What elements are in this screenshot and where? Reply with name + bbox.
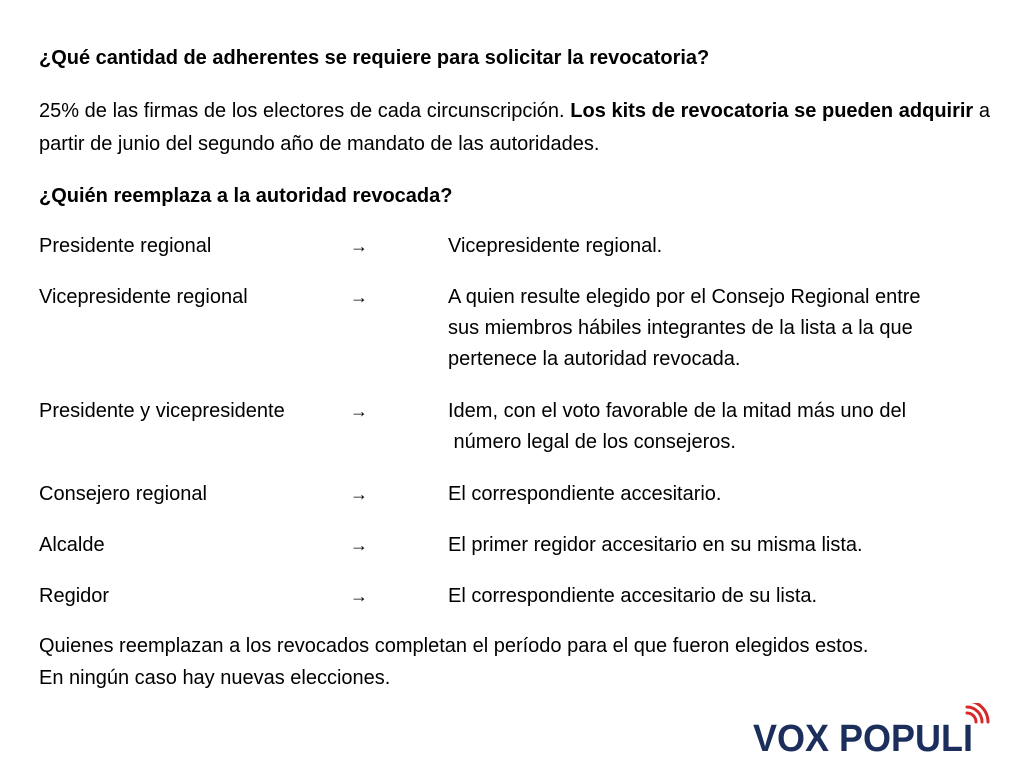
answer-adherents — [39, 95, 990, 161]
replacement-text — [448, 231, 993, 262]
logo-wordmark: VOX POPULI — [753, 718, 973, 759]
slide-content — [39, 0, 990, 768]
replacement-text — [448, 530, 993, 561]
role-label: Presidente regional — [39, 235, 212, 257]
replacement-line: número legal de los consejeros. — [448, 431, 736, 453]
arrow-icon: → — [350, 484, 368, 504]
question-adherents: ¿Qué cantidad de adherentes se requiere para solicitar la revocatoria? — [39, 47, 710, 69]
replacement-text — [448, 282, 993, 375]
replacement-line: A quien resulte elegido por el Consejo Regional entre — [448, 286, 921, 308]
answer-text-part1: 25% de las firmas de los electores de cada circunscripción. — [39, 100, 571, 122]
replacement-line: El primer regidor accesitario en su misma lista. — [448, 534, 863, 556]
role-label: Consejero regional — [39, 483, 207, 505]
replacement-text — [448, 479, 993, 510]
replacement-line: Vicepresidente regional. — [448, 235, 663, 257]
role-label: Alcalde — [39, 534, 105, 556]
closing-line: En ningún caso hay nuevas elecciones. — [39, 667, 391, 689]
vox-populi-logo — [753, 703, 993, 759]
replacement-line: Idem, con el voto favorable de la mitad más uno del — [448, 400, 907, 422]
replacement-line: sus miembros hábiles integrantes de la lista a la que — [448, 317, 913, 339]
question-replacement: ¿Quién reemplaza a la autoridad revocada? — [39, 185, 453, 207]
replacement-text — [448, 581, 993, 612]
arrow-icon: → — [350, 586, 368, 606]
closing-line: Quienes reemplazan a los revocados completan el período para el que fueron elegidos estos. — [39, 635, 869, 657]
arrow-icon: → — [350, 535, 368, 555]
logo-graphic — [753, 703, 993, 759]
replacement-line: El correspondiente accesitario de su lista. — [448, 585, 818, 607]
replacement-line: pertenece la autoridad revocada. — [448, 348, 741, 370]
arrow-icon: → — [350, 236, 368, 256]
answer-text-part2: a partir de junio del segundo año de mandato de las autoridades. — [39, 100, 990, 155]
arrow-icon: → — [350, 287, 368, 307]
closing-note — [39, 630, 990, 694]
arrow-icon: → — [350, 401, 368, 421]
replacement-text — [448, 396, 993, 458]
answer-text-bold: Los kits de revocatoria se pueden adquirir — [570, 100, 974, 122]
role-label: Regidor — [39, 585, 110, 607]
role-label: Vicepresidente regional — [39, 286, 248, 308]
role-label: Presidente y vicepresidente — [39, 400, 285, 422]
replacement-line: El correspondiente accesitario. — [448, 483, 722, 505]
